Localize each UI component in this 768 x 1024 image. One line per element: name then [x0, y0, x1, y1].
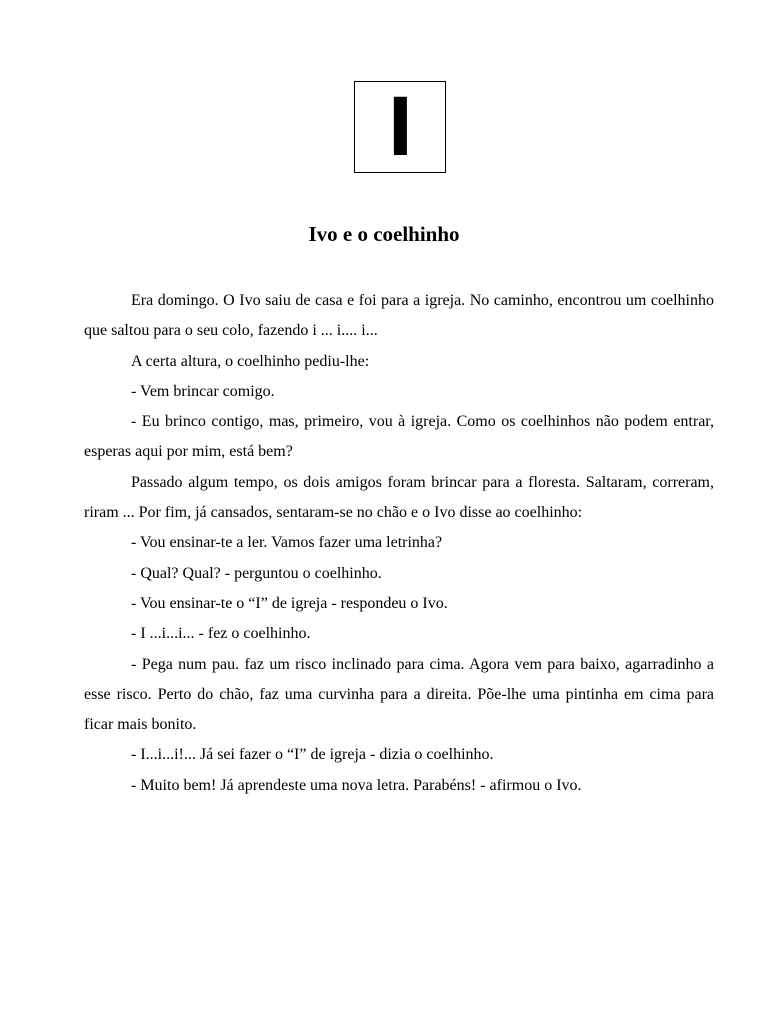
paragraph: - Vem brincar comigo. — [131, 382, 275, 400]
paragraph: A certa altura, o coelhinho pediu-lhe: — [131, 352, 370, 370]
paragraph: - Eu brinco contigo, mas, primeiro, vou à igreja. Como os coelhinhos não podem entrar, esperas aqui por mim, está bem? — [84, 413, 714, 461]
paragraph: - Vou ensinar-te a ler. Vamos fazer uma letrinha? — [131, 534, 443, 552]
paragraph: - I ...i...i... - fez o coelhinho. — [131, 625, 311, 643]
letter-box — [354, 81, 446, 173]
paragraph: - I...i...i!... Já sei fazer o “I” de igreja - dizia o coelhinho. — [131, 746, 494, 764]
paragraph: Era domingo. O Ivo saiu de casa e foi para a igreja. No caminho, encontrou um coelhinho que saltou para o seu colo, fazendo i ... i.... i... — [84, 292, 714, 340]
paragraph: - Pega num pau. faz um risco inclinado para cima. Agora vem para baixo, agarradinho a esse risco. Perto do chão, faz uma curvinha para a direita. Põe-lhe uma pintinha em cima para ficar mais bonito. — [84, 655, 714, 734]
story-title: Ivo e o coelhinho — [308, 222, 460, 246]
big-letter: I — [384, 81, 416, 172]
paragraph: - Muito bem! Já aprendeste uma nova letra. Parabéns! - afirmou o Ivo. — [131, 776, 582, 794]
paragraph: - Vou ensinar-te o “I” de igreja - respondeu o Ivo. — [131, 594, 448, 612]
paragraph: Passado algum tempo, os dois amigos foram brincar para a floresta. Saltaram, correram, riram ... Por fim, já cansados, sentaram-se no chão e o Ivo disse ao coelhinho: — [84, 473, 714, 522]
story-body — [84, 286, 714, 801]
paragraph: - Qual? Qual? - perguntou o coelhinho. — [131, 564, 382, 582]
